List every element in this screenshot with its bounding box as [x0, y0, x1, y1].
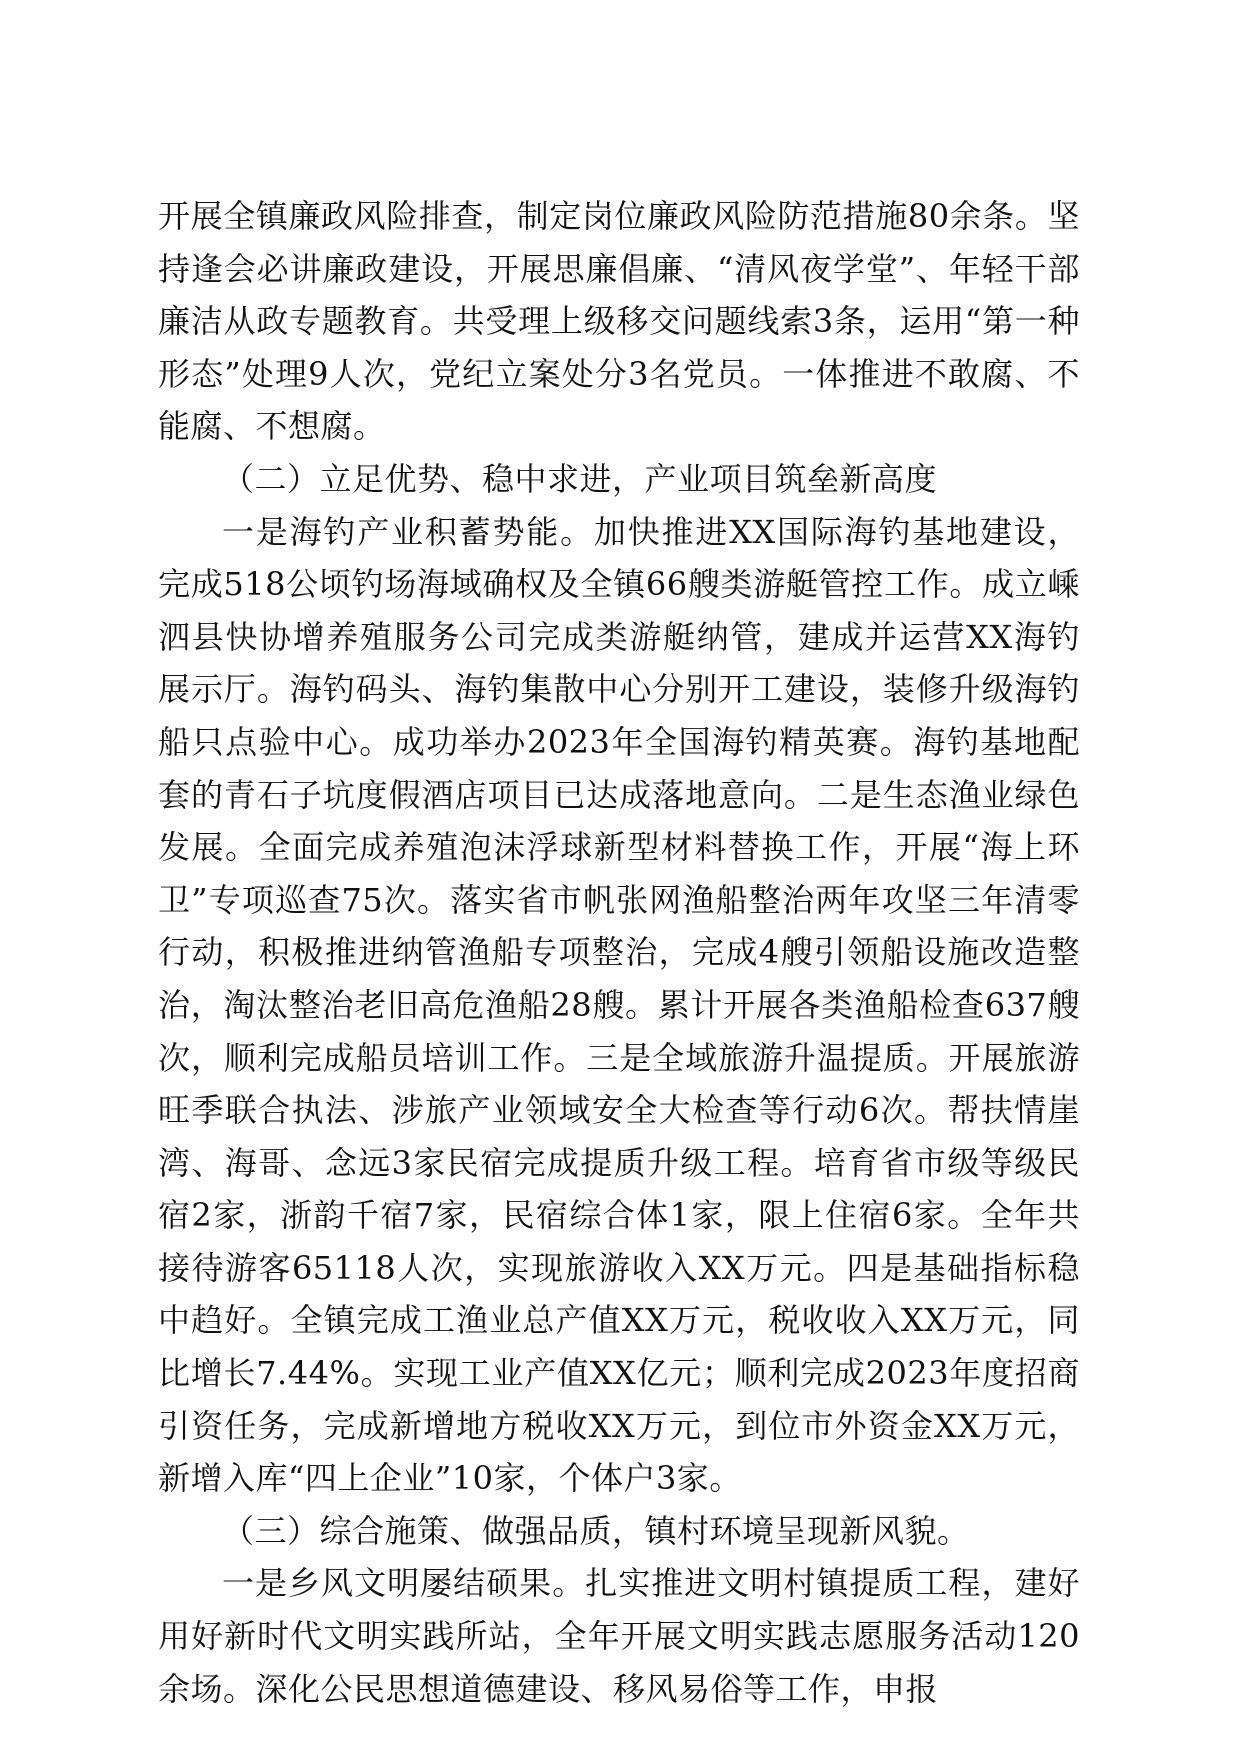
paragraph-continuation: 开展全镇廉政风险排查，制定岗位廉政风险防范措施80余条。坚持逢会必讲廉政建设，开展思廉倡廉、“清风夜学堂”、年轻干部廉洁从政专题教育。共受理上级移交问题线索3条，运用“第一种形态”处理9人次，党纪立案处分3名党员。一体推进不敢腐、不能腐、不想腐。 — [158, 197, 1080, 446]
paragraph-rural-civilization: 一是乡风文明屡结硕果。扎实推进文明村镇提质工程，建好用好新时代文明实践所站，全年开展文明实践志愿服务活动120余场。深化公民思想道德建设、移风易俗等工作，申报 — [158, 1564, 1080, 1708]
section-heading-2: （二）立足优势、稳中求进，产业项目筑垒新高度 — [222, 459, 938, 498]
document-body — [158, 190, 1080, 1715]
paragraph-industry-projects: 一是海钓产业积蓄势能。加快推进XX国际海钓基地建设，完成518公顷钓场海域确权及全镇66艘类游艇管控工作。成立嵊泗县快协增养殖服务公司完成类游艇纳管，建成并运营XX海钓展示厅。海钓码头、海钓集散中心分别开工建设，装修升级海钓船只点验中心。成功举办2023年全国海钓精英赛。海钓基地配套的青石子坑度假酒店项目已达成落地意向。二是生态渔业绿色发展。全面完成养殖泡沫浮球新型材料替换工作，开展“海上环卫”专项巡查75次。落实省市帆张网渔船整治两年攻坚三年清零行动，积极推进纳管渔船专项整治，完成4艘引领船设施改造整治，淘汰整治老旧高危渔船28艘。累计开展各类渔船检查637艘次，顺利完成船员培训工作。三是全域旅游升温提质。开展旅游旺季联合执法、涉旅产业领域安全大检查等行动6次。帮扶情崖湾、海哥、念远3家民宿完成提质升级工程。培育省市级等级民宿2家，浙韵千宿7家，民宿综合体1家，限上住宿6家。全年共接待游客65118人次，实现旅游收入XX万元。四是基础指标稳中趋好。全镇完成工渔业总产值XX万元，税收收入XX万元，同比增长7.44%。实现工业产值XX亿元；顺利完成2023年度招商引资任务，完成新增地方税收XX万元，到位市外资金XX万元，新增入库“四上企业”10家，个体户3家。 — [158, 512, 1080, 1498]
section-heading-3: （三）综合施策、做强品质，镇村环境呈现新风貌。 — [222, 1511, 970, 1550]
